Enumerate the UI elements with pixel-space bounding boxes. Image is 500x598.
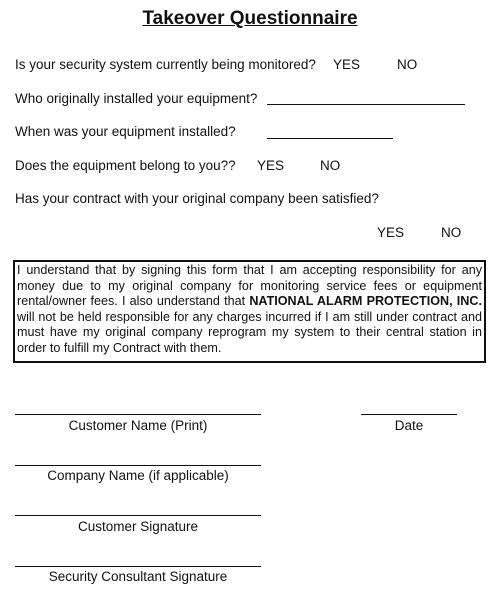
consultant-signature-label: Security Consultant Signature — [48, 569, 228, 584]
monitored-yes-option[interactable]: YES — [333, 57, 361, 72]
responsibility-notice — [13, 260, 486, 363]
ownership-yes-option[interactable]: YES — [257, 158, 285, 173]
ownership-no-option[interactable]: NO — [320, 158, 341, 173]
notice-text-part1: I understand that by signing this form that I am accepting responsibility for any money due to my original company for monitoring service fees or equipment rental/owner fees. I also understand that — [17, 263, 482, 309]
company-name-line[interactable] — [15, 465, 261, 466]
customer-name-label: Customer Name (Print) — [68, 418, 208, 433]
contract-no-option[interactable]: NO — [441, 225, 462, 240]
installer-answer-line[interactable] — [267, 104, 465, 105]
question-contract: Has your contract with your original company been satisfied? — [15, 191, 379, 206]
company-name-label: Company Name (if applicable) — [47, 468, 229, 483]
customer-signature-label: Customer Signature — [77, 519, 199, 534]
notice-text-part2: will not be held responsible for any charges incurred if I am still under contract and must have my original company reprogram my system to their central station in order to fulfill my Contract with them. — [17, 309, 482, 355]
date-label: Date — [394, 418, 424, 433]
customer-name-line[interactable] — [15, 414, 261, 415]
question-monitored: Is your security system currently being monitored? — [15, 57, 316, 72]
installed-when-answer-line[interactable] — [267, 138, 393, 139]
question-ownership: Does the equipment belong to you?? — [15, 158, 236, 173]
contract-yes-option[interactable]: YES — [377, 225, 405, 240]
customer-signature-line[interactable] — [15, 515, 261, 516]
consultant-signature-line[interactable] — [15, 566, 261, 567]
question-installed-when: When was your equipment installed? — [15, 124, 236, 139]
company-name-bold: NATIONAL ALARM PROTECTION, INC. — [249, 294, 482, 309]
question-installer: Who originally installed your equipment? — [15, 91, 258, 106]
page-title: Takeover Questionnaire — [142, 8, 358, 29]
monitored-no-option[interactable]: NO — [397, 57, 418, 72]
date-line[interactable] — [361, 414, 457, 415]
